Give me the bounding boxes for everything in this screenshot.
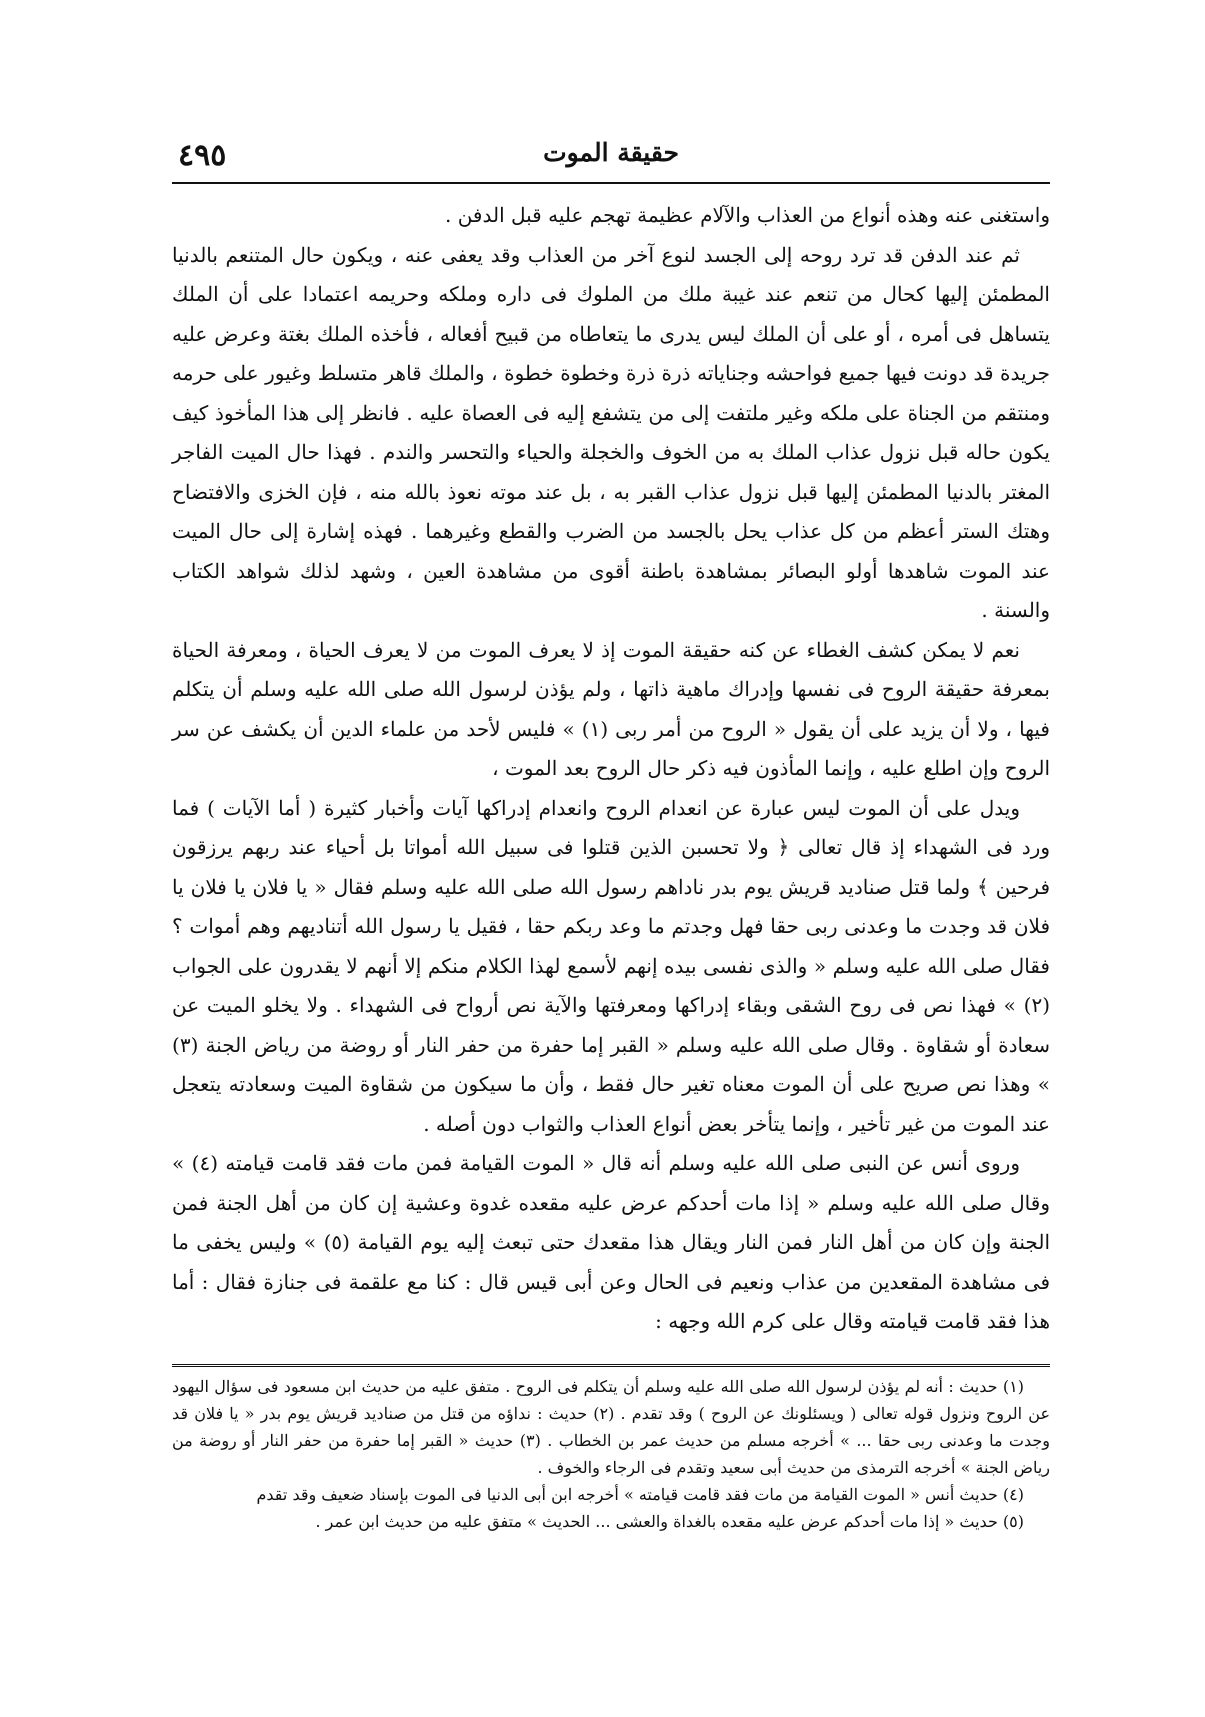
book-page [172,130,1050,1535]
footnotes [172,1373,1050,1535]
header-rule [172,182,1050,184]
paragraph: واستغنى عنه وهذه أنواع من العذاب والآلام عظيمة تهجم عليه قبل الدفن . [444,203,1050,227]
page-header [172,130,1050,182]
paragraph: نعم لا يمكن كشف الغطاء عن كنه حقيقة الموت إذ لا يعرف الموت من لا يعرف الحياة ، ومعرفة الحياة بمعرفة حقيقة الروح فى نفسها وإدراك ماهية ذاتها ، ولم يؤذن لرسول الله صلى الله عليه وسلم أن يتكلم فيها ، ولا أن يزيد على أن يقول « الروح من أمر ربى (١) » فليس لأحد من علماء الدين أن يكشف عن سر الروح وإن اطلع عليه ، وإنما المأذون فيه ذكر حال الروح بعد الموت ، [172,637,1051,780]
footnote: (٤) حديث أنس « الموت القيامة من مات فقد قامت قيامته » أخرجه ابن أبى الدنيا فى الموت بإسناد ضعيف وقد تقدم [256,1484,1024,1504]
footnote: (١) حديث : أنه لم يؤذن لرسول الله صلى الله عليه وسلم أن يتكلم فى الروح . متفق عليه من حديث ابن مسعود فى سؤال اليهود عن الروح ونزول قوله تعالى ( ويسئلونك عن الروح ) وقد تقدم . (٢) حديث : نداؤه من قتل من صناديد قريش يوم بدر « يا فلان قد وجدت ما وعدنى ربى حقا ... » أخرجه مسلم من حديث عمر بن الخطاب . (٣) حديث « القبر إما حفرة من حفر النار أو روضة من رياض الجنة » أخرجه الترمذى من حديث أبى سعيد وتقدم فى الرجاء والخوف . [172,1376,1050,1477]
paragraph: وروى أنس عن النبى صلى الله عليه وسلم أنه قال « الموت القيامة فمن مات فقد قامت قيامته (٤) » وقال صلى الله عليه وسلم « إذا مات أحدكم عرض عليه مقعده غدوة وعشية إن كان من أهل الجنة فمن الجنة وإن كان من أهل النار فمن النار ويقال هذا مقعدك حتى تبعث إليه يوم القيامة (٥) » وليس يخفى ما فى مشاهدة المقعدين من عذاب ونعيم فى الحال وعن أبى قيس قال : كنا مع علقمة فى جنازة فقال : أما هذا فقد قامت قيامته وقال على كرم الله وجهه : [172,1151,1051,1333]
footnote-divider [172,1364,1050,1367]
main-text [172,196,1050,1342]
page-number: ٤٩٥ [178,138,227,173]
footnote: (٥) حديث « إذا مات أحدكم عرض عليه مقعده بالغداة والعشى ... الحديث » متفق عليه من حديث ابن عمر . [315,1511,1024,1531]
running-title: حقيقة الموت [543,138,679,167]
paragraph: ثم عند الدفن قد ترد روحه إلى الجسد لنوع آخر من العذاب وقد يعفى عنه ، ويكون حال المتنعم بالدنيا المطمئن إليها كحال من تنعم عند غيبة ملك من الملوك فى داره وملكه وحريمه اعتمادا على أن الملك يتساهل فى أمره ، أو على أن الملك ليس يدرى ما يتعاطاه من قبيح أفعاله ، فأخذه الملك بغتة وعرض عليه جريدة قد دونت فيها جميع فواحشه وجناياته ذرة ذرة وخطوة خطوة ، والملك قاهر متسلط وغيور على حرمه ومنتقم من الجناة على ملكه وغير ملتفت إلى من يتشفع إليه فى العصاة عليه . فانظر إلى هذا المأخوذ كيف يكون حاله قبل نزول عذاب الملك به من الخوف والخجلة والحياء والتحسر والندم . فهذا حال الميت الفاجر المغتر بالدنيا المطمئن إليها قبل نزول عذاب القبر به ، بل عند موته نعوذ بالله منه ، فإن الخزى والافتضاح وهتك الستر أعظم من كل عذاب يحل بالجسد من الضرب والقطع وغيرهما . فهذه إشارة إلى حال الميت عند الموت شاهدها أولو البصائر بمشاهدة باطنة أقوى من مشاهدة العين ، وشهد لذلك شواهد الكتاب والسنة . [172,242,1051,622]
paragraph: ويدل على أن الموت ليس عبارة عن انعدام الروح وانعدام إدراكها آيات وأخبار كثيرة ( أما الآيات ) فما ورد فى الشهداء إذ قال تعالى ﴿ ولا تحسبن الذين قتلوا فى سبيل الله أمواتا بل أحياء عند ربهم يرزقون فرحين ﴾ ولما قتل صناديد قريش يوم بدر ناداهم رسول الله صلى الله عليه وسلم فقال « يا فلان يا فلان يا فلان قد وجدت ما وعدنى ربى حقا فهل وجدتم ما وعد ربكم حقا ، فقيل يا رسول الله أتناديهم وهم أموات ؟ فقال صلى الله عليه وسلم « والذى نفسى بيده إنهم لأسمع لهذا الكلام منكم إلا أنهم لا يقدرون على الجواب (٢) » فهذا نص فى روح الشقى وبقاء إدراكها ومعرفتها والآية نص أرواح فى الشهداء . ولا يخلو الميت عن سعادة أو شقاوة . وقال صلى الله عليه وسلم « القبر إما حفرة من حفر النار أو روضة من رياض الجنة (٣) » وهذا نص صريح على أن الموت معناه تغير حال فقط ، وأن ما سيكون من شقاوة الميت وسعادته يتعجل عند الموت من غير تأخير ، وإنما يتأخر بعض أنواع العذاب والثواب دون أصله . [172,795,1050,1136]
